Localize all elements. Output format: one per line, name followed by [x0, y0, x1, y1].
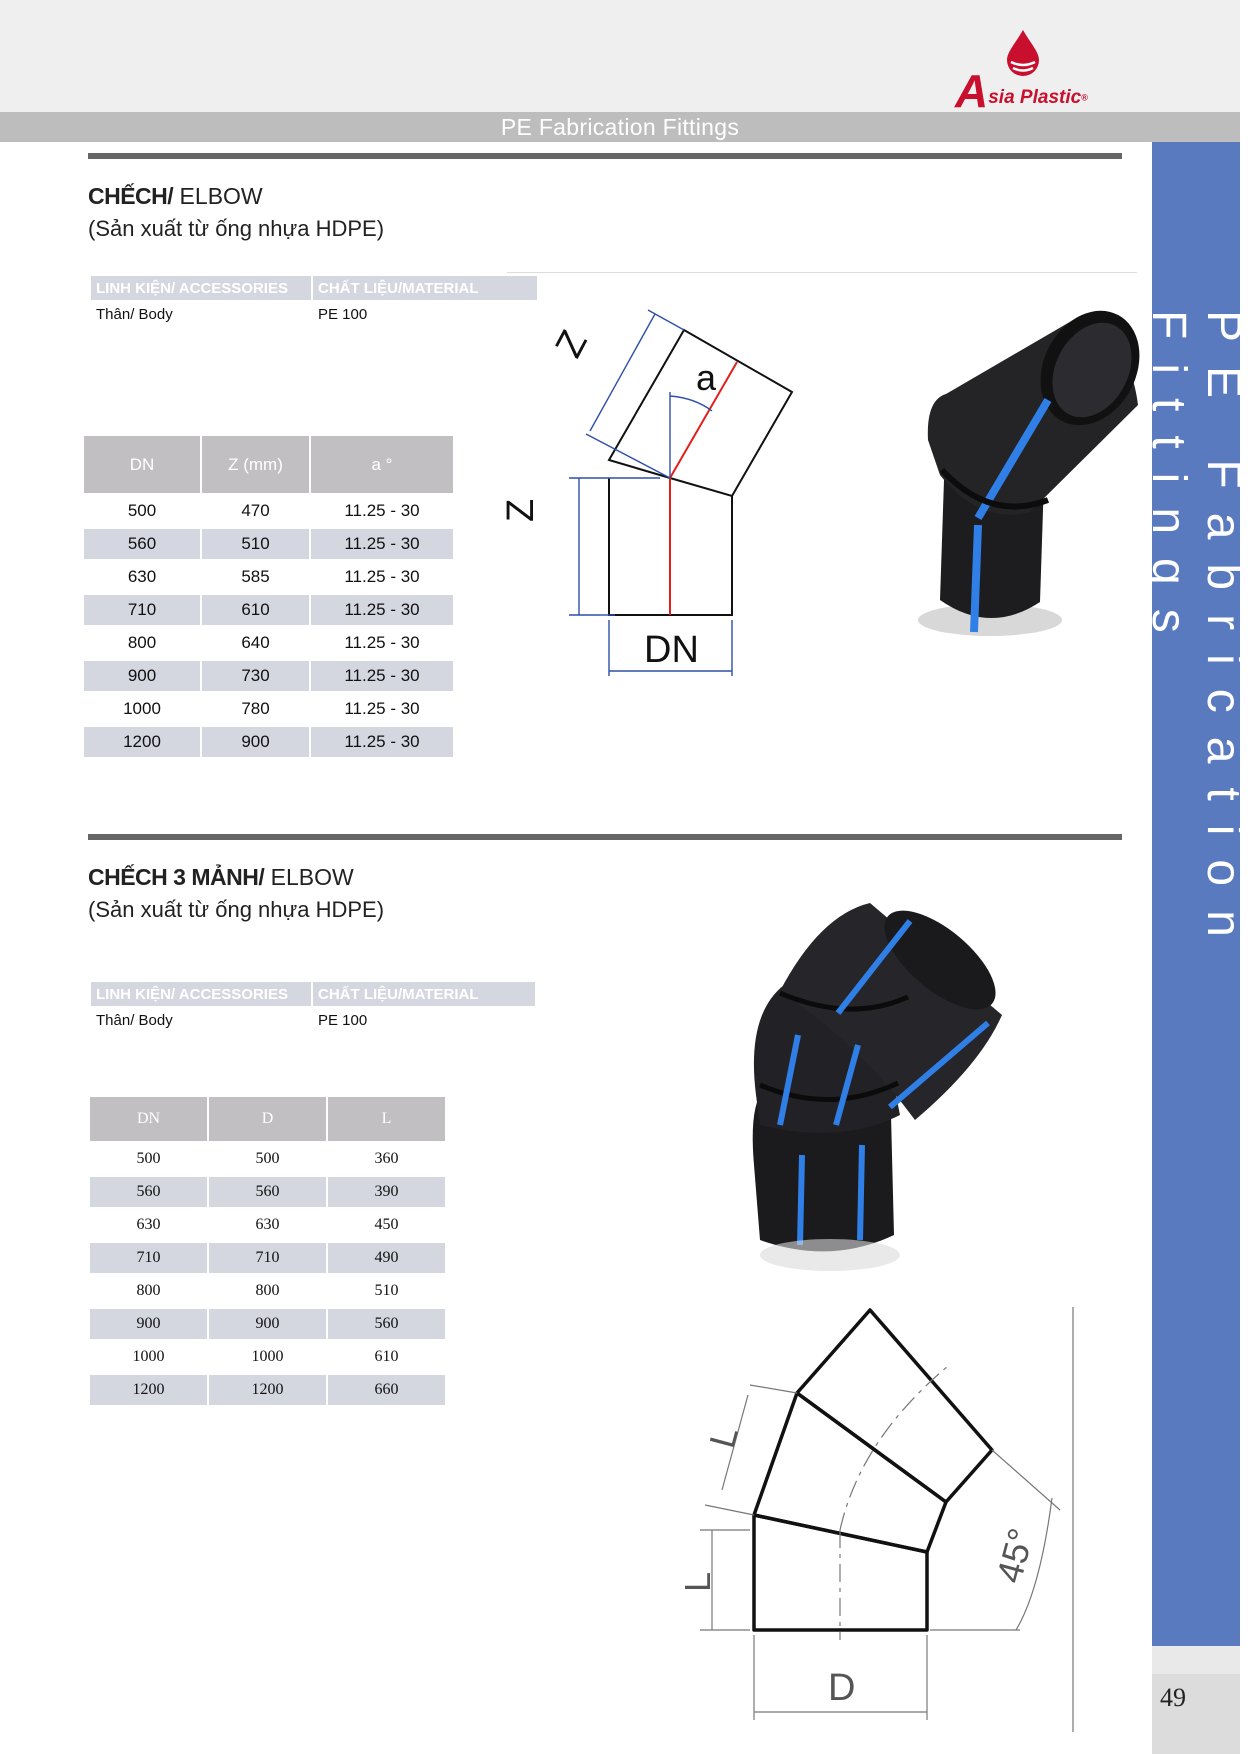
- table-cell: 630: [255, 1216, 280, 1233]
- three-piece-elbow-product-image: [740, 895, 1020, 1295]
- page-number: 49: [1160, 1683, 1186, 1712]
- logo-text: [955, 65, 1088, 117]
- table-row: [84, 496, 453, 526]
- table-cell: 560: [84, 529, 200, 559]
- table-row: [91, 300, 537, 323]
- table-row: [90, 1276, 445, 1306]
- diagram-label-z-lower: Z: [500, 498, 542, 522]
- table-cell: 585: [241, 567, 270, 586]
- diagram-label-l-lower: L: [677, 1571, 718, 1592]
- section2-rule: [88, 834, 1122, 840]
- section2-title-bold: CHẾCH 3 MẢNH/: [88, 864, 265, 890]
- material-cell: PE 100: [318, 306, 368, 323]
- table-row: [84, 628, 453, 658]
- table-cell: 1200: [90, 1375, 207, 1405]
- dn-header: DN: [84, 436, 200, 493]
- table-cell: 11.25 - 30: [311, 727, 453, 757]
- table-row: [90, 1342, 445, 1372]
- table-row: [90, 1210, 445, 1240]
- asia-plastic-logo: [955, 28, 1135, 117]
- material-cell: PE 100: [318, 1012, 368, 1029]
- section2-subtitle: (Sản xuất từ ống nhựa HDPE): [88, 897, 385, 922]
- table-row: [91, 1006, 535, 1029]
- table-row: [84, 661, 453, 691]
- table-header-row: [90, 1097, 445, 1141]
- table-cell: 11.25 - 30: [344, 501, 420, 520]
- table-cell: 11.25 - 30: [311, 595, 453, 625]
- d-header: D: [209, 1097, 326, 1141]
- table-row: [84, 529, 453, 559]
- diagram-label-l-upper: L: [701, 1422, 746, 1453]
- table-cell: 800: [136, 1282, 161, 1299]
- sidebar-title: PE Fabrication Fittings: [1142, 310, 1250, 961]
- diagram-label-a: a: [696, 357, 717, 398]
- table-cell: 560: [209, 1177, 326, 1207]
- table-cell: 900: [209, 1309, 326, 1339]
- table-cell: 360: [374, 1150, 399, 1167]
- sidebar-gap: [1152, 1646, 1240, 1674]
- table-cell: 560: [90, 1177, 207, 1207]
- accessories-header: LINH KIỆN/ ACCESSORIES: [91, 982, 311, 1006]
- table-cell: 660: [328, 1375, 445, 1405]
- table-cell: 900: [84, 661, 200, 691]
- table-cell: 11.25 - 30: [344, 567, 420, 586]
- table-cell: 730: [202, 661, 309, 691]
- angle-header: a °: [311, 436, 453, 493]
- diagram-label-angle: 45°: [988, 1523, 1042, 1588]
- section1-heading: [88, 183, 384, 242]
- table-cell: 390: [328, 1177, 445, 1207]
- table-header-row: [84, 436, 453, 493]
- table-cell: 450: [374, 1216, 399, 1233]
- table-cell: 500: [136, 1150, 161, 1167]
- table-row: [84, 694, 453, 724]
- table-header-row: [91, 982, 535, 1006]
- table-row: [90, 1375, 445, 1405]
- section1-accessories-table: [89, 276, 539, 323]
- table-cell: 500: [127, 501, 157, 520]
- table-cell: 1200: [84, 727, 200, 757]
- table-cell: 11.25 - 30: [344, 699, 420, 718]
- section1-title-rest: ELBOW: [173, 183, 263, 209]
- table-row: [90, 1309, 445, 1339]
- logo-registered-mark: ®: [1081, 92, 1088, 103]
- section1-rule: [88, 153, 1122, 159]
- logo-wordmark: sia Plastic: [988, 87, 1082, 108]
- table-cell: 800: [255, 1282, 280, 1299]
- table-cell: 11.25 - 30: [311, 529, 453, 559]
- table-cell: 900: [90, 1309, 207, 1339]
- section1-dimension-table: [82, 433, 455, 760]
- material-header: CHẤT LIỆU/MATERIAL: [313, 276, 537, 300]
- table-row: [84, 562, 453, 592]
- accessory-cell: Thân/ Body: [96, 306, 173, 323]
- section2-accessories-table: [89, 982, 537, 1029]
- table-cell: 1000: [251, 1348, 284, 1365]
- table-cell: 1000: [123, 699, 161, 718]
- table-cell: 510: [374, 1282, 399, 1299]
- section1-subtitle: (Sản xuất từ ống nhựa HDPE): [88, 216, 385, 241]
- table-cell: 900: [202, 727, 309, 757]
- material-header: CHẤT LIỆU/MATERIAL: [313, 982, 535, 1006]
- table-row: [84, 727, 453, 757]
- accessory-cell: Thân/ Body: [96, 1012, 173, 1029]
- section1-title-bold: CHẾCH/: [88, 183, 174, 209]
- table-header-row: [91, 276, 537, 300]
- z-header: Z (mm): [202, 436, 309, 493]
- table-row: [84, 595, 453, 625]
- table-cell: 610: [374, 1348, 399, 1365]
- table-cell: 630: [136, 1216, 161, 1233]
- table-cell: 710: [90, 1243, 207, 1273]
- page-title: PE Fabrication Fittings: [0, 112, 1240, 142]
- logo-initial: A: [955, 65, 989, 117]
- three-piece-elbow-technical-drawing: [660, 1300, 1080, 1730]
- elbow-product-image: [880, 300, 1150, 650]
- diagram-label-dn: DN: [644, 629, 699, 671]
- table-cell: 780: [241, 699, 270, 718]
- diagram-label-d: D: [828, 1667, 856, 1709]
- elbow-technical-drawing: [500, 300, 810, 690]
- dn-header: DN: [90, 1097, 207, 1141]
- table-cell: 11.25 - 30: [311, 661, 453, 691]
- section1-thin-rule: [507, 272, 1137, 273]
- section2-title-rest: ELBOW: [264, 864, 354, 890]
- table-cell: 470: [241, 501, 270, 520]
- table-row: [90, 1243, 445, 1273]
- table-row: [90, 1144, 445, 1174]
- l-header: L: [328, 1097, 445, 1141]
- table-cell: 710: [209, 1243, 326, 1273]
- table-row: [90, 1177, 445, 1207]
- table-cell: 640: [241, 633, 270, 652]
- table-cell: 11.25 - 30: [344, 633, 420, 652]
- table-cell: 630: [127, 567, 157, 586]
- table-cell: 800: [127, 633, 157, 652]
- table-cell: 710: [84, 595, 200, 625]
- accessories-header: LINH KIỆN/ ACCESSORIES: [91, 276, 311, 300]
- table-cell: 510: [202, 529, 309, 559]
- section2-heading: [88, 864, 384, 923]
- table-cell: 610: [202, 595, 309, 625]
- table-cell: 490: [328, 1243, 445, 1273]
- diagram-label-z-upper: Z: [547, 324, 596, 365]
- table-cell: 560: [328, 1309, 445, 1339]
- table-cell: 500: [255, 1150, 280, 1167]
- section2-dimension-table: [88, 1094, 447, 1408]
- table-cell: 1000: [132, 1348, 165, 1365]
- table-cell: 1200: [209, 1375, 326, 1405]
